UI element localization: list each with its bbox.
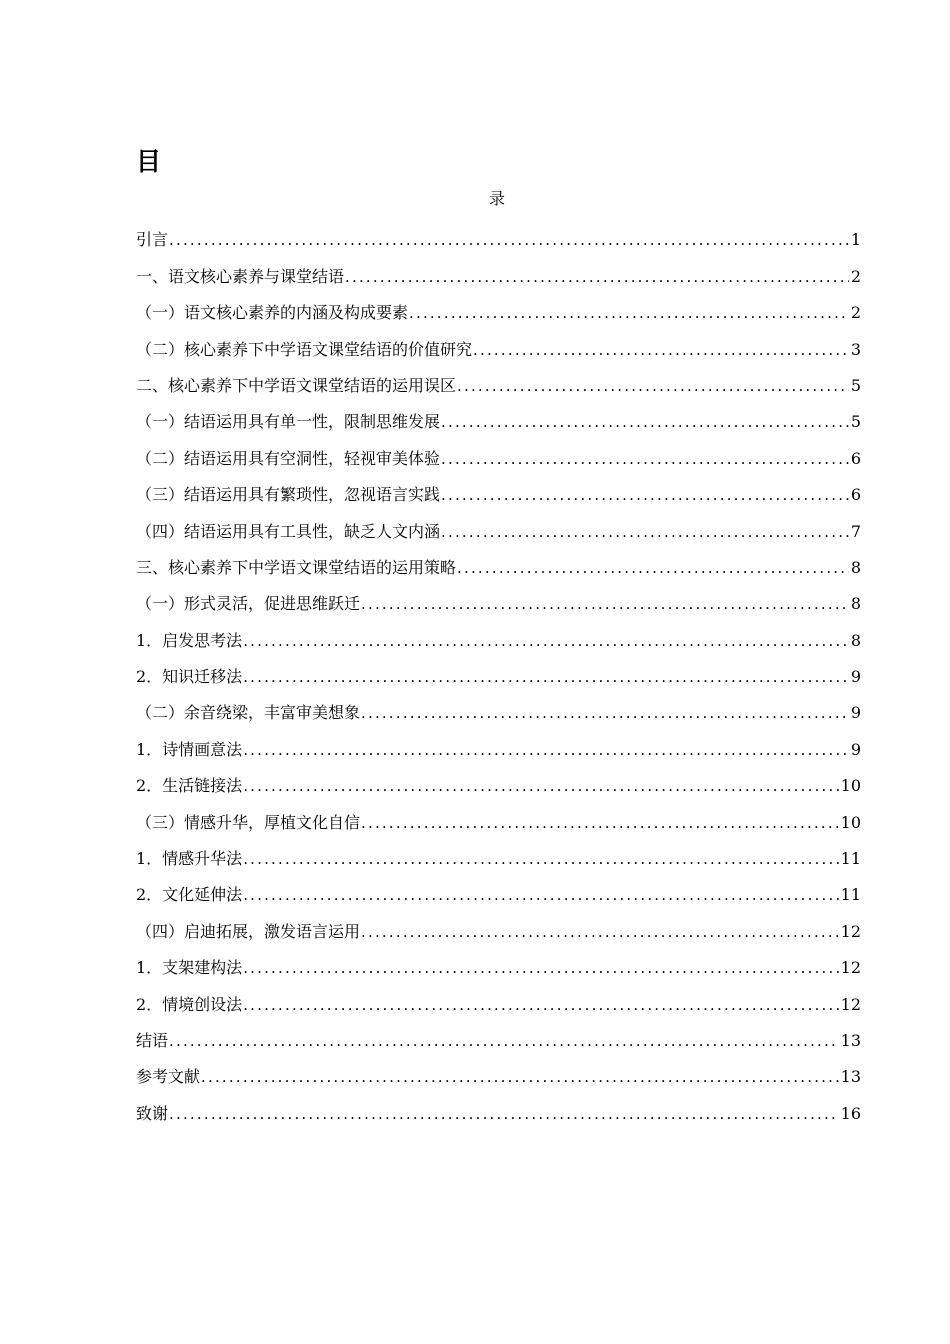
toc-entry[interactable] (136, 761, 861, 797)
toc-entry[interactable] (136, 906, 861, 942)
toc-entry[interactable] (136, 433, 861, 469)
toc-entry[interactable] (136, 615, 861, 651)
toc-dot-leader (243, 994, 838, 1016)
toc-entry-page: 11 (840, 849, 861, 869)
toc-entry-title: （三）结语运用具有繁琐性，忽视语言实践 (136, 485, 441, 505)
toc-entry[interactable] (136, 724, 861, 760)
toc-dot-leader (243, 666, 849, 688)
toc-entry-page: 5 (850, 375, 861, 395)
toc-entry[interactable] (136, 1016, 861, 1052)
toc-dot-leader (169, 1030, 839, 1052)
toc-entry-title: 引言 (136, 230, 169, 250)
toc-entry[interactable] (136, 834, 861, 870)
toc-entry-title: （二）余音绕梁，丰富审美想象 (136, 703, 361, 723)
toc-entry-page: 10 (840, 776, 861, 796)
toc-entry-title: （一）语文核心素养的内涵及构成要素 (136, 303, 409, 323)
toc-entry-page: 16 (840, 1103, 861, 1123)
toc-dot-leader (201, 1066, 839, 1088)
toc-dot-leader (457, 375, 849, 397)
toc-entry-page: 11 (840, 885, 861, 905)
toc-entry-title: 一、语文核心素养与课堂结语 (136, 266, 345, 286)
toc-entry-title: 三、核心素养下中学语文课堂结语的运用策略 (136, 557, 457, 577)
toc-entry-page: 13 (840, 1067, 861, 1087)
toc-entry-title: 1．启发思考法 (136, 630, 243, 650)
toc-entry-page: 12 (840, 994, 861, 1014)
toc-entry-page: 10 (840, 812, 861, 832)
toc-entry[interactable] (136, 361, 861, 397)
toc-entry-page: 8 (850, 557, 861, 577)
toc-entry-title: （四）结语运用具有工具性，缺乏人文内涵 (136, 521, 441, 541)
toc-entry[interactable] (136, 543, 861, 579)
toc-entry[interactable] (136, 324, 861, 360)
toc-dot-leader (243, 775, 838, 797)
toc-entry-title: （二）结语运用具有空洞性，轻视审美体验 (136, 448, 441, 468)
toc-entry-page: 12 (840, 921, 861, 941)
toc-dot-leader (441, 411, 849, 433)
toc-heading-lu: 录 (488, 189, 505, 208)
toc-entry-title: 2．情境创设法 (136, 994, 243, 1014)
toc-entry-title: 2．文化延伸法 (136, 885, 243, 905)
toc-dot-leader (169, 229, 849, 251)
toc-entry-title: 致谢 (136, 1103, 169, 1123)
toc-entry[interactable] (136, 688, 861, 724)
toc-entry-page: 2 (850, 266, 861, 286)
toc-dot-leader (457, 557, 849, 579)
toc-entry-title: 1．支架建构法 (136, 958, 243, 978)
toc-dot-leader (345, 266, 849, 288)
toc-entry[interactable] (136, 870, 861, 906)
toc-entry-page: 2 (850, 303, 861, 323)
toc-dot-leader (361, 921, 839, 943)
toc-entry-title: 2．生活链接法 (136, 776, 243, 796)
table-of-contents (136, 215, 861, 1125)
toc-entry-title: （一）形式灵活，促进思维跃迁 (136, 594, 361, 614)
toc-dot-leader (243, 848, 838, 870)
toc-entry-page: 6 (850, 485, 861, 505)
toc-entry-title: （四）启迪拓展，激发语言运用 (136, 921, 361, 941)
toc-entry-page: 9 (850, 703, 861, 723)
toc-entry-title: 1．诗情画意法 (136, 739, 243, 759)
toc-entry-title: 2．知识迁移法 (136, 667, 243, 687)
toc-entry-page: 13 (840, 1030, 861, 1050)
toc-entry-page: 1 (850, 230, 861, 250)
toc-dot-leader (473, 339, 849, 361)
toc-entry[interactable] (136, 652, 861, 688)
toc-entry-page: 9 (850, 739, 861, 759)
toc-entry-page: 6 (850, 448, 861, 468)
toc-entry-title: （一）结语运用具有单一性，限制思维发展 (136, 412, 441, 432)
toc-entry[interactable] (136, 797, 861, 833)
toc-dot-leader (441, 484, 849, 506)
toc-dot-leader (169, 1103, 839, 1125)
toc-entry[interactable] (136, 943, 861, 979)
toc-entry[interactable] (136, 397, 861, 433)
toc-entry-title: 二、核心素养下中学语文课堂结语的运用误区 (136, 375, 457, 395)
toc-entry-page: 8 (850, 630, 861, 650)
toc-entry-title: （二）核心素养下中学语文课堂结语的价值研究 (136, 339, 473, 359)
toc-entry[interactable] (136, 288, 861, 324)
toc-dot-leader (361, 812, 839, 834)
toc-dot-leader (441, 448, 849, 470)
toc-entry-page: 7 (850, 521, 861, 541)
toc-entry-page: 9 (850, 667, 861, 687)
toc-dot-leader (243, 630, 849, 652)
toc-dot-leader (441, 521, 849, 543)
toc-dot-leader (361, 593, 849, 615)
toc-entry-title: 结语 (136, 1030, 169, 1050)
toc-entry-page: 8 (850, 594, 861, 614)
toc-dot-leader (361, 702, 849, 724)
toc-entry-page: 5 (850, 412, 861, 432)
toc-dot-leader (243, 957, 838, 979)
toc-entry-page: 3 (850, 339, 861, 359)
toc-entry[interactable] (136, 506, 861, 542)
toc-entry[interactable] (136, 470, 861, 506)
toc-entry[interactable] (136, 251, 861, 287)
toc-dot-leader (243, 739, 849, 761)
toc-entry[interactable] (136, 1052, 861, 1088)
toc-dot-leader (409, 302, 849, 324)
toc-dot-leader (243, 884, 838, 906)
toc-heading-mu: 目 (136, 147, 162, 176)
toc-entry-page: 12 (840, 958, 861, 978)
toc-entry-title: 参考文献 (136, 1067, 201, 1087)
toc-entry[interactable] (136, 579, 861, 615)
toc-entry[interactable] (136, 979, 861, 1015)
toc-entry[interactable] (136, 215, 861, 251)
toc-entry-title: （三）情感升华，厚植文化自信 (136, 812, 361, 832)
toc-entry[interactable] (136, 1088, 861, 1124)
toc-entry-title: 1．情感升华法 (136, 849, 243, 869)
